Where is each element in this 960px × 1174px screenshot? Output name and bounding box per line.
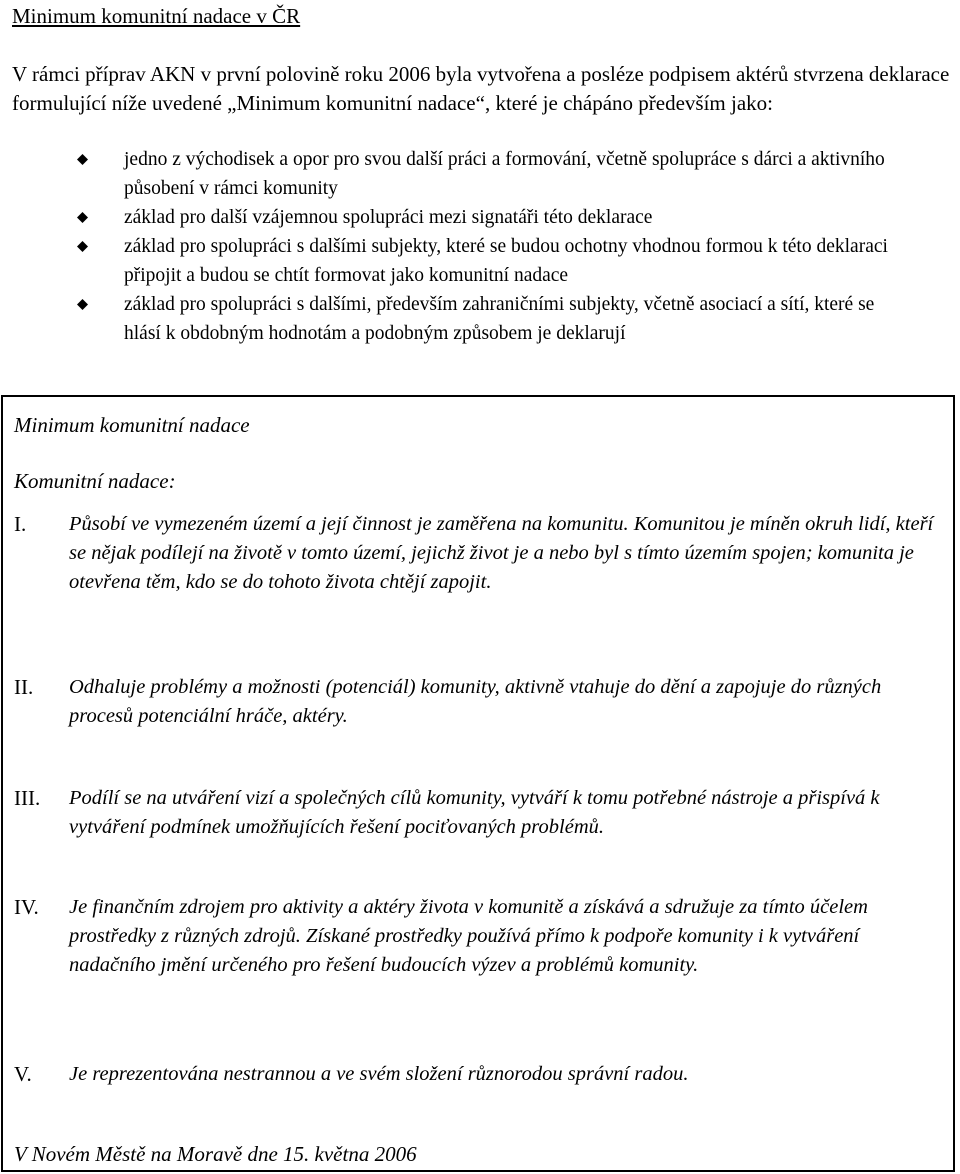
- declaration-box: [1, 395, 955, 1172]
- principle-text: Působí ve vymezeném území a její činnost je zaměřena na komunitu. Komunitou je míněn okruh lidí, kteří se nějak podílejí na životě v tomto území, jejichž život je a nebo byl s tímto územím spojen; komunita je otevřena těm, kdo se do tohoto života chtějí zapojit.: [69, 513, 934, 593]
- list-item-text: základ pro spolupráci s dalšími, především zahraničními subjekty, včetně asociací a sítí, které se hlásí k obdobným hodnotám a podobným způsobem je deklarují: [124, 294, 875, 344]
- diamond-bullet-icon: [77, 212, 88, 223]
- list-item: [0, 145, 904, 203]
- principle-text: Je reprezentována nestrannou a ve svém složení různorodou správní radou.: [69, 1063, 689, 1085]
- principle-item: [14, 510, 944, 597]
- signoff: V Novém Městě na Moravě dne 15. května 2006: [14, 1142, 417, 1166]
- principle-number: V.: [14, 1062, 32, 1086]
- box-subheading: Komunitní nadace:: [14, 469, 176, 493]
- principle-number: II.: [14, 675, 34, 699]
- principle-number: IV.: [14, 895, 39, 919]
- list-item-text: základ pro spolupráci s dalšími subjekty, které se budou ochotny vhodnou formou k této deklaraci připojit a budou se chtít formovat jako komunitní nadace: [124, 236, 888, 286]
- list-item-text: základ pro další vzájemnou spolupráci mezi signatáři této deklarace: [124, 207, 653, 228]
- principle-text: Odhaluje problémy a možnosti (potenciál) komunity, aktivně vtahuje do dění a zapojuje do různých procesů potenciální hráče, aktéry.: [69, 676, 882, 727]
- diamond-bullet-icon: [77, 154, 88, 165]
- principle-item: [14, 784, 944, 842]
- list-item: [0, 232, 904, 290]
- intro-paragraph: V rámci příprav AKN v první polovině roku 2006 byla vytvořena a posléze podpisem aktérů stvrzena deklarace formulující níže uvedené „Minimum komunitní nadace“, které je chápáno především jako:: [12, 62, 950, 115]
- principle-number: I.: [14, 512, 27, 536]
- box-heading: Minimum komunitní nadace: [14, 413, 250, 437]
- diamond-bullet-icon: [77, 241, 88, 252]
- list-item-text: jedno z východisek a opor pro svou další práci a formování, včetně spolupráce s dárci a aktivního působení v rámci komunity: [124, 149, 885, 199]
- principle-text: Je finančním zdrojem pro aktivity a aktéry života v komunitě a získává a sdružuje za tímto účelem prostředky z různých zdrojů. Získané prostředky používá přímo k podpoře komunity i k vytváření nadačního jmění určeného pro řešení budoucích výzev a problémů komunity.: [69, 896, 868, 976]
- diamond-bullet-icon: [77, 299, 88, 310]
- principle-item: [14, 1060, 944, 1089]
- principle-item: [14, 673, 944, 731]
- page-title: Minimum komunitní nadace v ČR: [12, 4, 301, 28]
- purpose-list: [0, 145, 960, 348]
- list-item: [0, 290, 904, 348]
- principle-item: [14, 893, 944, 980]
- principle-number: III.: [14, 786, 41, 810]
- list-item: [0, 203, 904, 232]
- principle-text: Podílí se na utváření vizí a společných cílů komunity, vytváří k tomu potřebné nástroje a přispívá k vytváření podmínek umožňujících řešení pociťovaných problémů.: [69, 787, 880, 838]
